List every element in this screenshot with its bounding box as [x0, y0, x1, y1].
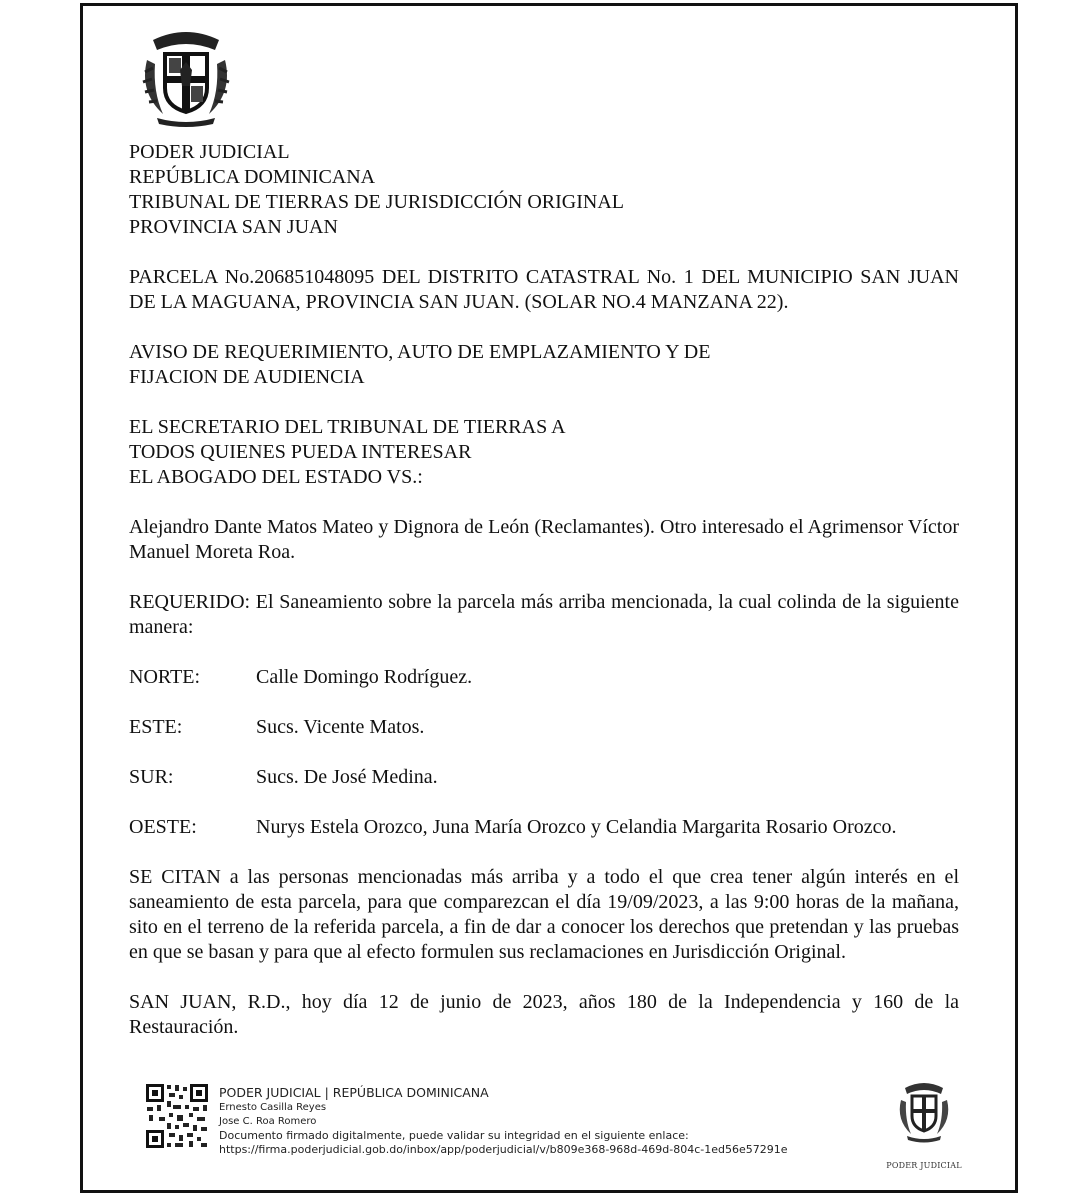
boundary-value: Sucs. De José Medina.: [256, 766, 438, 788]
boundary-east: [129, 715, 959, 740]
boundary-value: Sucs. Vicente Matos.: [256, 716, 425, 738]
footer-signer: Jose C. Roa Romero: [219, 1116, 317, 1127]
header-block: [129, 140, 959, 240]
poder-judicial-logo: [884, 1078, 964, 1170]
qr-code-icon[interactable]: [145, 1083, 209, 1149]
boundary-label: NORTE:: [129, 666, 201, 688]
coat-of-arms-icon: [133, 22, 239, 128]
notice-title: [129, 340, 959, 390]
footer-institution: PODER JUDICIAL | REPÚBLICA DOMINICANA: [219, 1085, 489, 1100]
notice-title-line: AVISO DE REQUERIMIENTO, AUTO DE EMPLAZAMIENTO Y DE: [129, 341, 711, 363]
logo-caption: PODER JUDICIAL: [886, 1161, 962, 1170]
boundary-south: [129, 765, 959, 790]
digital-signature-footer: [145, 1083, 845, 1173]
boundary-label: SUR:: [129, 766, 174, 788]
boundary-label: OESTE:: [129, 816, 197, 838]
boundary-value: Nurys Estela Orozco, Juna María Orozco y Celandia Margarita Rosario Orozco.: [256, 816, 897, 838]
boundary-value: Calle Domingo Rodríguez.: [256, 666, 473, 688]
boundary-label: ESTE:: [129, 716, 183, 738]
boundary-west: [129, 815, 959, 840]
requirement-paragraph: REQUERIDO: El Saneamiento sobre la parcela más arriba mencionada, la cual colinda de la siguiente manera:: [129, 591, 959, 638]
header-line: PROVINCIA SAN JUAN: [129, 216, 338, 238]
addressee-line: EL SECRETARIO DEL TRIBUNAL DE TIERRAS A: [129, 416, 566, 438]
closing-paragraph: SAN JUAN, R.D., hoy día 12 de junio de 2023, años 180 de la Independencia y 160 de la Restauración.: [129, 991, 959, 1038]
document-body: [129, 140, 959, 1065]
citation-paragraph: SE CITAN a las personas mencionadas más arriba y a todo el que crea tener algún interés en el saneamiento de esta parcela, para que comparezcan el día 19/09/2023, a las 9:00 horas de la mañana, sito en el terreno de la referida parcela, a fin de dar a conocer los derechos que pretendan y las pruebas en que se basan y para que al efecto formulen sus reclamaciones en Jurisdicción Original.: [129, 866, 959, 963]
boundary-north: [129, 665, 959, 690]
footer-verify-link[interactable]: https://firma.poderjudicial.gob.do/inbox/app/poderjudicial/v/b809e368-968d-469d-804c-1ed56e57291e: [219, 1143, 788, 1156]
notice-title-line: FIJACION DE AUDIENCIA: [129, 366, 365, 388]
addressee-line: TODOS QUIENES PUEDA INTERESAR: [129, 441, 472, 463]
footer-verify-text: Documento firmado digitalmente, puede validar su integridad en el siguiente enlace:: [219, 1129, 689, 1142]
header-line: TRIBUNAL DE TIERRAS DE JURISDICCIÓN ORIGINAL: [129, 191, 624, 213]
parties-paragraph: Alejandro Dante Matos Mateo y Dignora de León (Reclamantes). Otro interesado el Agrimensor Víctor Manuel Moreta Roa.: [129, 516, 959, 563]
footer-signer: Ernesto Casilla Reyes: [219, 1102, 327, 1113]
addressee-line: EL ABOGADO DEL ESTADO VS.:: [129, 466, 423, 488]
parcel-description: PARCELA No.206851048095 DEL DISTRITO CATASTRAL No. 1 DEL MUNICIPIO SAN JUAN DE LA MAGUANA, PROVINCIA SAN JUAN. (SOLAR NO.4 MANZANA 22).: [129, 266, 959, 313]
coat-of-arms-small-icon: [893, 1078, 955, 1156]
addressee-block: [129, 415, 959, 490]
signature-text: [219, 1085, 788, 1157]
header-line: PODER JUDICIAL: [129, 141, 290, 163]
header-line: REPÚBLICA DOMINICANA: [129, 166, 376, 188]
